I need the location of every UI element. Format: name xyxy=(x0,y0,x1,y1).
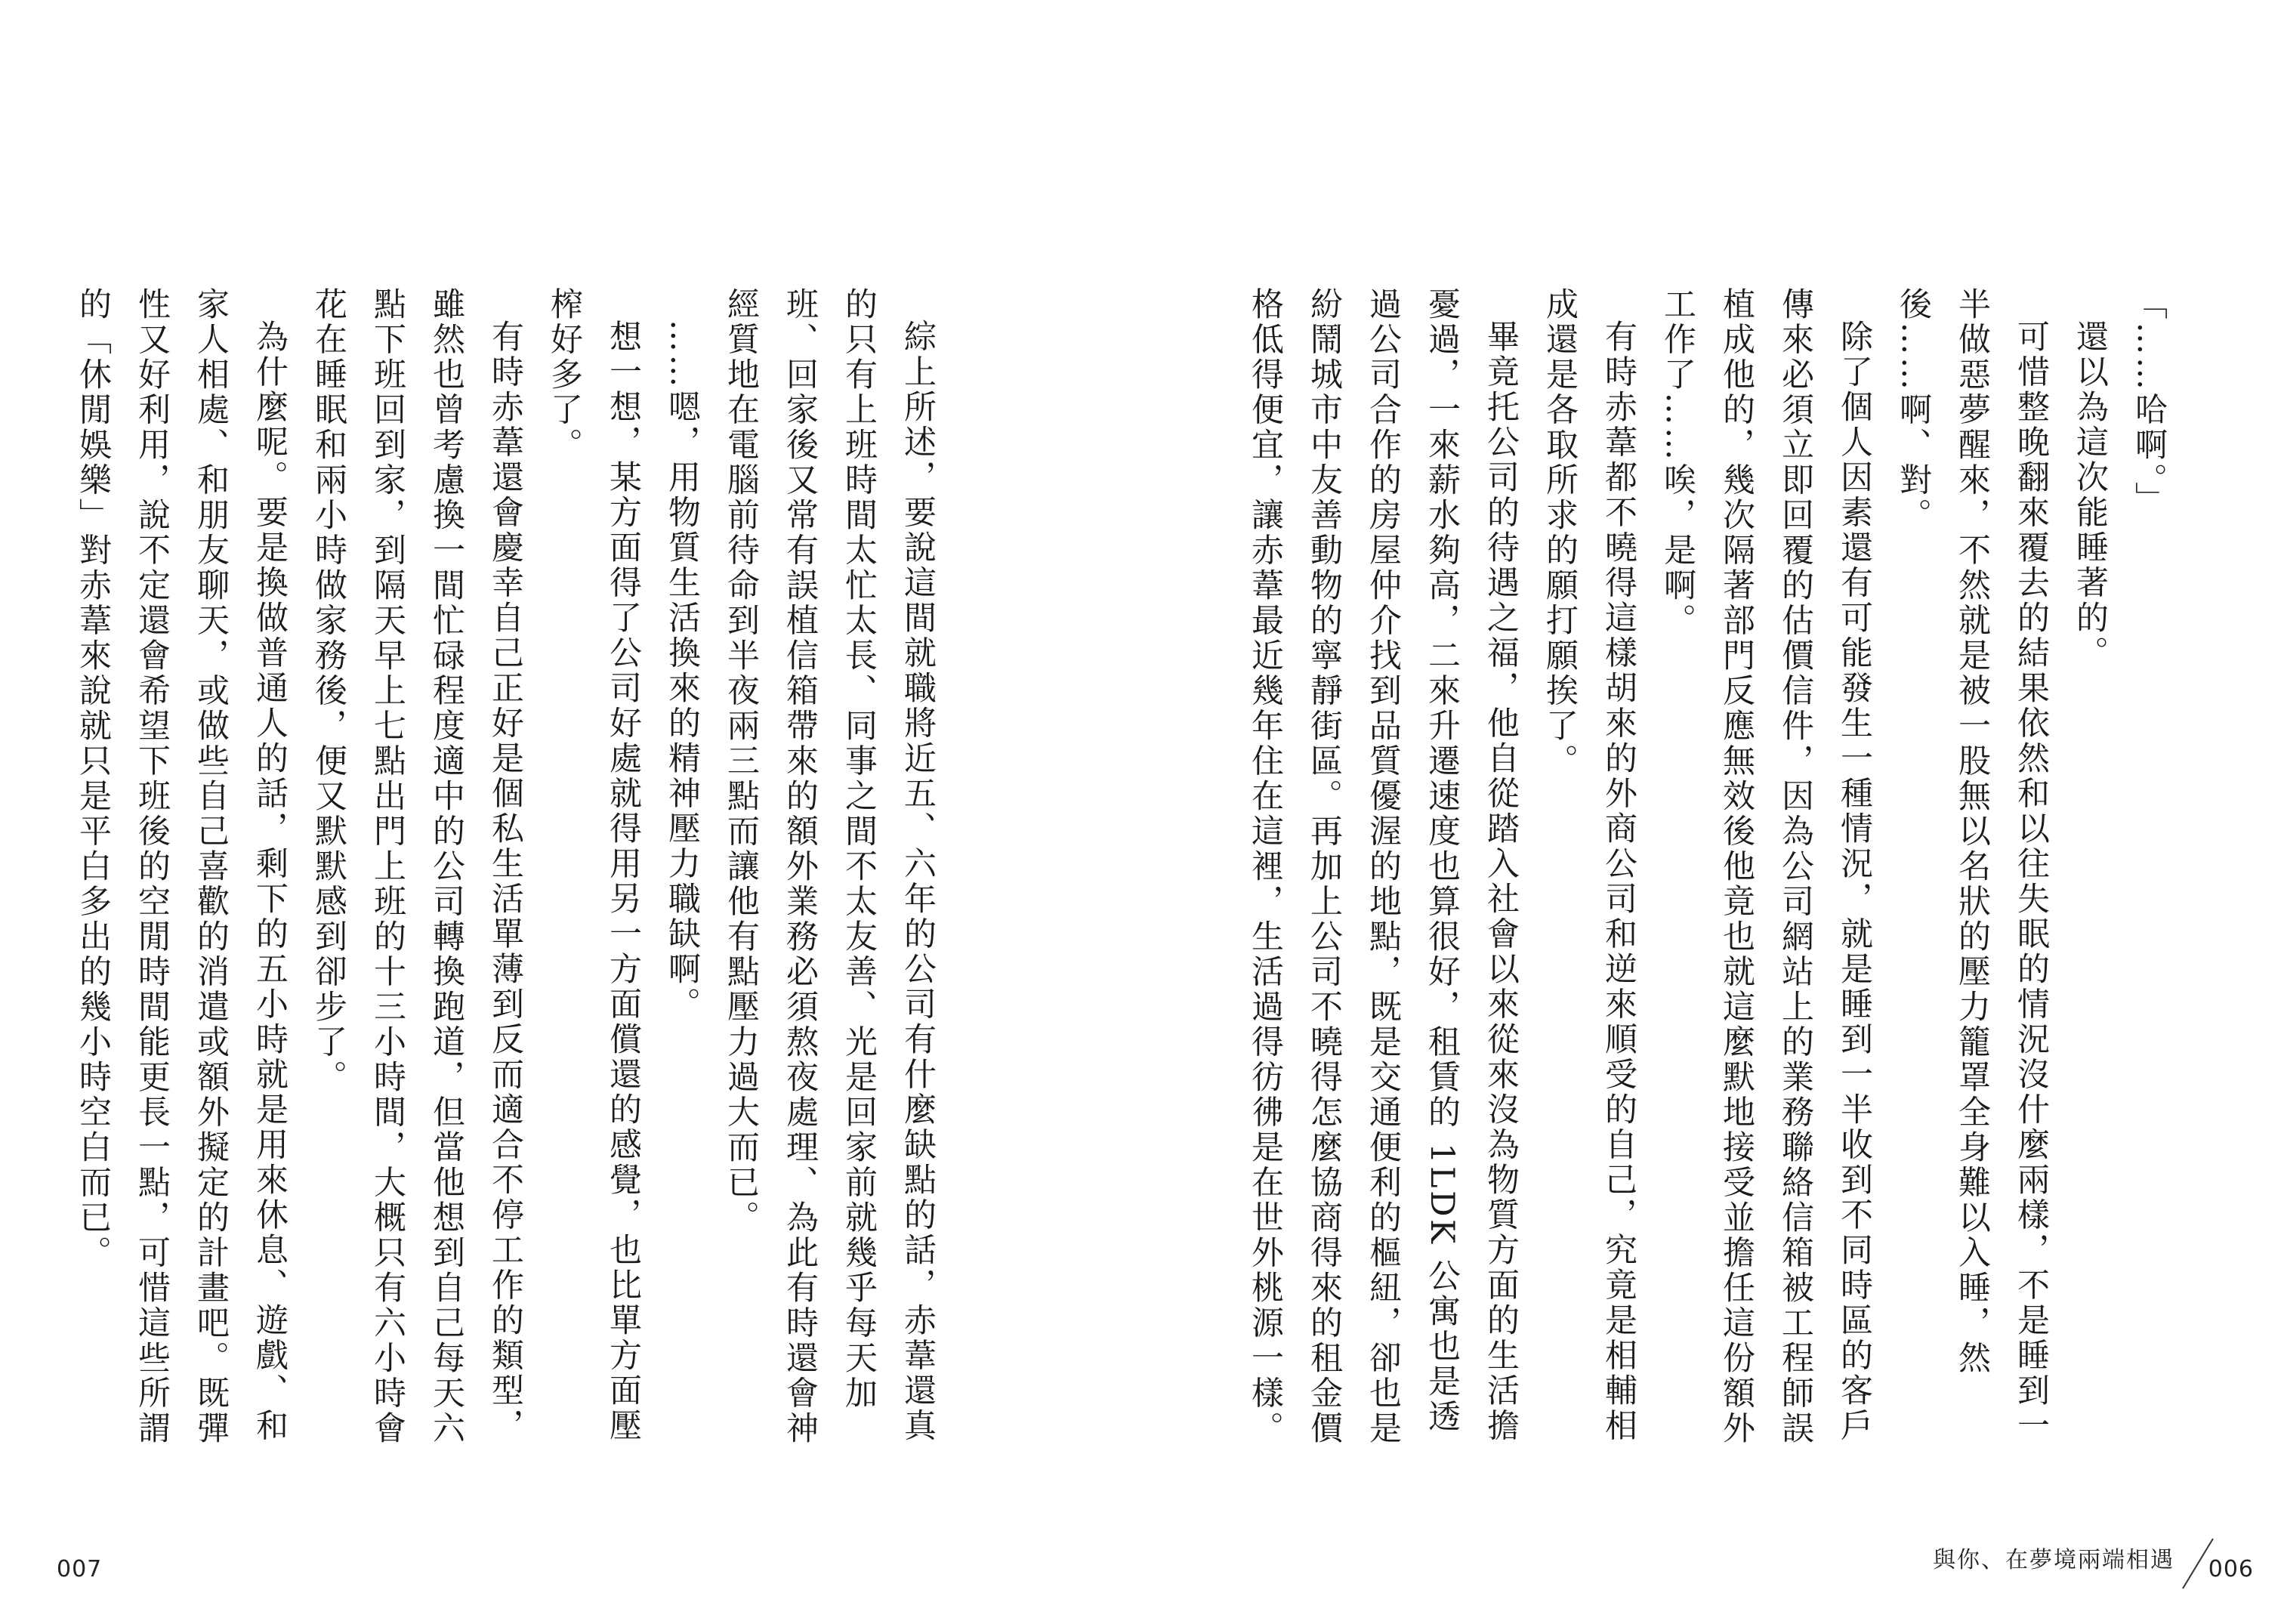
left-paragraph-1: 綜上所述，要說這間就職將近五、六年的公司有什麼缺點的話，赤葦還真的只有上班時間太忙太長、同事之間不太友善、光是回家前就幾乎每天加班、回家後又常有誤植信箱帶來的額外業務必須熬夜處理、為此有時還會神經質地在電腦前待命到半夜兩三點而讓他有點壓力過大而已。 xyxy=(722,287,937,1446)
right-paragraph-5: 有時赤葦都不曉得這樣胡來的外商公司和逆來順受的自己，究竟是相輔相成還是各取所求的願打願挨了。 xyxy=(1541,287,1637,1443)
right-paragraph-2: 還以為這次能睡著的。 xyxy=(2071,320,2109,671)
left-paragraph-2: ……嗯，用物質生活換來的精神壓力職缺啊。 xyxy=(663,320,701,1022)
running-header: 與你、在夢境兩端相遇 xyxy=(1933,1547,2174,1573)
left-paragraph-4: 有時赤葦還會慶幸自己正好是個私生活單薄到反而適合不停工作的類型，雖然也曾考慮換一間忙碌程度適中的公司轉換跑道，但當他想到自己每天六點下班回到家，到隔天早上七點出門上班的十三小時間，大概只有六小時會花在睡眠和兩小時做家務後，便又默默感到卻步了。 xyxy=(310,287,524,1446)
right-page-body xyxy=(1246,287,2178,1465)
right-page-number: 006 xyxy=(2208,1556,2254,1582)
left-paragraph-3: 想一想，某方面得了公司好處就得用另一方面償還的感覺，也比單方面壓榨好多了。 xyxy=(545,287,642,1443)
right-paragraph-4: 除了個人因素還有可能發生一種情況，就是睡到一半收到不同時區的客戶傳來必須立即回覆的估價信件，因為公司網站上的業務聯絡信箱被工程師誤植成他的，幾次隔著部門反應無效後他竟也就這麼默地接受並擔任這份額外工作了……唉，是啊。 xyxy=(1659,287,1873,1446)
left-paragraph-5: 為什麼呢。要是換做普通人的話，剩下的五小時就是用來休息、遊戲、和家人相處、和朋友聊天，或做些自己喜歡的消遣或額外擬定的計畫吧。既彈性又好利用，說不定還會希望下班後的空閒時間能更長一點，可惜這些所謂的「休閒娛樂」對赤葦來說就只是平白多出的幾小時空白而已。 xyxy=(74,287,289,1446)
right-paragraph-6: 畢竟托公司的待遇之福，他自從踏入社會以來從來沒為物質方面的生活擔憂過，一來薪水夠高，二來升遷速度也算很好，租賃的 1LDK 公寓也是透過公司合作的房屋仲介找到品質優渥的地點，既是交通便利的樞紐，卻也是紛鬧城市中友善動物的寧靜街區。再加上公司不曉得怎麼協商得來的租金價格低得便宜，讓赤葦最近幾年住在這裡，生活過得彷彿是在世外桃源一樣。 xyxy=(1246,287,1520,1446)
left-page-number: 007 xyxy=(57,1556,103,1582)
left-page-body xyxy=(74,287,947,1465)
right-paragraph-1: 「……哈啊。」 xyxy=(2130,287,2168,517)
right-paragraph-3: 可惜整晚翻來覆去的結果依然和以往失眠的情況沒什麼兩樣，不是睡到一半做惡夢醒來，不然就是被一股無以名狀的壓力籠罩全身難以入睡，然後……啊、對。 xyxy=(1894,287,2050,1443)
